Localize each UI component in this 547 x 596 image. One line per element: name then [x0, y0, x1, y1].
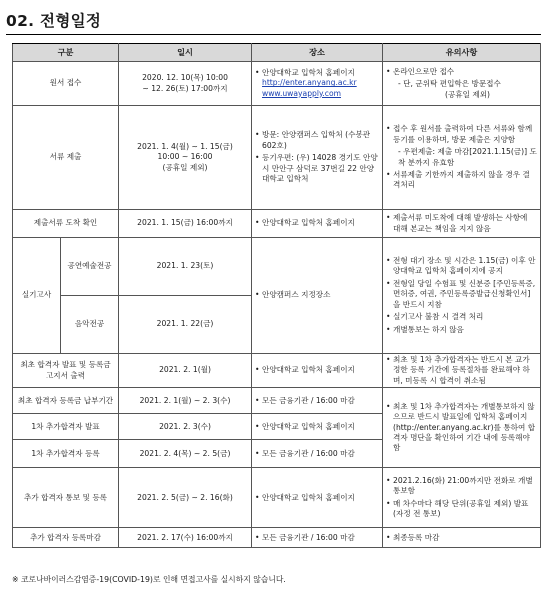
date-cell: 2021. 1. 22(금) [119, 296, 252, 354]
notes-cell [383, 238, 541, 354]
notes-cell [383, 528, 541, 548]
note-item: • 제출서류 미도착에 대해 발생하는 사항에 대해 본교는 책임을 지지 않음 [386, 213, 537, 234]
place-item: • 등기우편: (우) 14028 경기도 안양시 만안구 삼덕로 37번길 22 안양대학교 입학처 [255, 153, 379, 184]
note-item: • 매 차수마다 해당 단위(공휴일 제외) 발표(자정 전 통보) [386, 499, 537, 520]
category-cell: 최초 합격자 등록금 납부기간 [13, 388, 119, 414]
header-category: 구분 [13, 44, 119, 62]
place-cell: • 안양대학교 입학처 홈페이지 [252, 468, 383, 528]
place-cell: • 안양대학교 입학처 홈페이지 [252, 210, 383, 238]
table-row [13, 238, 541, 296]
notes-cell [383, 62, 541, 106]
table-row [13, 354, 541, 388]
table-row [13, 468, 541, 528]
place-cell: • 모든 금융기관 / 16:00 마감 [252, 388, 383, 414]
category-cell: 추가 합격자 등록마감 [13, 528, 119, 548]
table-row [13, 62, 541, 106]
note-item: • 서류제출 기한까지 제출하지 않을 경우 결격처리 [386, 170, 537, 191]
note-item: - 단, 군위탁 편입학은 방문접수 (공휴일 제외) [398, 79, 501, 99]
subcategory-cell: 음악전공 [61, 296, 119, 354]
date-cell: 2021. 2. 17(수) 16:00까지 [119, 528, 252, 548]
place-cell: • 모든 금융기관 / 16:00 마감 [252, 440, 383, 468]
date-line: (공휴일 제외) [162, 162, 208, 172]
header-notes: 유의사항 [383, 44, 541, 62]
note-item: • 최초 및 1차 추가합격자는 개별통보하지 않으므로 반드시 발표일에 입학처 홈페이지 (http://enter.anyang.ac.kr)를 통하여 합격자 명단을 확인하여 기간 내에 등록해야 함 [386, 402, 537, 454]
note-item: • 최종등록 마감 [386, 533, 537, 543]
date-cell: 2021. 1. 15(금) 16:00까지 [119, 210, 252, 238]
date-cell [119, 62, 252, 106]
table-row [13, 106, 541, 210]
category-cell: 서류 제출 [13, 106, 119, 210]
subcategory-cell: 공연예술전공 [61, 238, 119, 296]
date-cell: 2021. 2. 5(금) ~ 2. 16(화) [119, 468, 252, 528]
notes-cell [383, 354, 541, 388]
table-row [13, 388, 541, 414]
header-place: 장소 [252, 44, 383, 62]
category-cell: 추가 합격자 통보 및 등록 [13, 468, 119, 528]
notes-cell [383, 106, 541, 210]
date-line: 10:00 ~ 16:00 [157, 152, 213, 162]
note-item: • 개별통보는 하지 않음 [386, 325, 537, 335]
place-cell: • 안양대학교 입학처 홈페이지 [252, 414, 383, 440]
date-cell: 2021. 2. 4(목) ~ 2. 5(금) [119, 440, 252, 468]
date-line: 2020. 12. 10(목) 10:00 [142, 73, 228, 83]
note-item: • 전형일 당일 수험표 및 신분증 [주민등록증, 면허증, 여권, 주민등록증발급신청확인서] 을 반드시 지참 [386, 279, 537, 310]
note-item: - 우편제출: 제출 마감[2021.1.15(금)] 도착 분까지 유효함 [398, 147, 537, 167]
category-cell: 1차 추가합격자 발표 [13, 414, 119, 440]
notes-cell [383, 468, 541, 528]
title-rule [6, 34, 541, 35]
header-date: 일시 [119, 44, 252, 62]
date-line: ~ 12. 26(토) 17:00까지 [142, 83, 228, 93]
category-cell: 1차 추가합격자 등록 [13, 440, 119, 468]
place-cell: • 안양캠퍼스 지정장소 [252, 238, 383, 354]
category-cell: 원서 접수 [13, 62, 119, 106]
note-item: • 접수 후 원서를 출력하여 다른 서류와 함께 등기를 이용하며, 방문 제출은 지양함 [386, 124, 537, 145]
category-cell: 실기고사 [13, 238, 61, 354]
place-cell [252, 106, 383, 210]
note-item: • 실기고사 불참 시 결격 처리 [386, 312, 537, 322]
notes-cell [383, 388, 541, 468]
date-line: 2021. 1. 4(월) ~ 1. 15(금) [137, 141, 233, 151]
table-row [13, 210, 541, 238]
date-cell: 2021. 1. 23(토) [119, 238, 252, 296]
place-cell [252, 62, 383, 106]
place-text: 안양대학교 입학처 홈페이지 [262, 67, 355, 77]
place-item: • 방문: 안양캠퍼스 입학처 (수봉관 602호) [255, 130, 379, 151]
date-cell [119, 106, 252, 210]
date-cell: 2021. 2. 3(수) [119, 414, 252, 440]
category-cell: 최초 합격자 발표 및 등록금 고지서 출력 [13, 354, 119, 388]
notes-cell [383, 210, 541, 238]
section-title: 02. 전형일정 [6, 12, 102, 30]
note-item: • 온라인으로만 접수 [386, 67, 537, 77]
note-item: • 최초 및 1차 추가합격자는 반드시 본 교가 정한 등록 기간에 등록절차를 완료해야 하며, 미등록 시 합격이 취소됨 [386, 355, 537, 386]
note-item: • 전형 대기 장소 및 시간은 1.15(금) 이후 안양대학교 입학처 홈페이지에 공지 [386, 256, 537, 277]
date-cell: 2021. 2. 1(월) ~ 2. 3(수) [119, 388, 252, 414]
note-item: • 2021.2.16(화) 21:00까지만 전화로 개별 통보함 [386, 476, 537, 497]
place-cell: • 안양대학교 입학처 홈페이지 [252, 354, 383, 388]
place-cell: • 모든 금융기관 / 16:00 마감 [252, 528, 383, 548]
covid-footnote: ※ 코로나바이러스감염증-19(COVID-19)로 인해 면접고사를 실시하지 않습니다. [12, 575, 286, 584]
category-cell: 제출서류 도착 확인 [13, 210, 119, 238]
schedule-table [12, 43, 541, 548]
apply-site-link[interactable]: http://enter.anyang.ac.kr [262, 78, 357, 88]
date-cell: 2021. 2. 1(월) [119, 354, 252, 388]
table-row [13, 528, 541, 548]
header-row [13, 44, 541, 62]
uwayapply-link[interactable]: www.uwayapply.com [262, 88, 341, 98]
